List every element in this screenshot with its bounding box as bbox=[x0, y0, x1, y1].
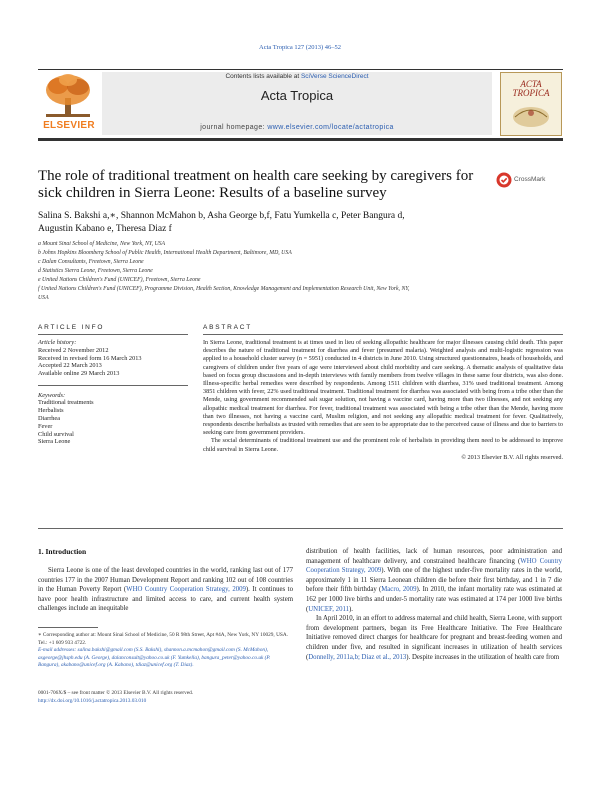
article-info bbox=[38, 339, 188, 446]
keywords-rule bbox=[38, 385, 188, 386]
footnote-rule bbox=[38, 627, 98, 628]
intro-paragraph bbox=[306, 547, 562, 614]
section-heading: 1. Introduction bbox=[38, 547, 87, 556]
journal-reference[interactable]: Acta Tropica 127 (2013) 46–52 bbox=[259, 44, 341, 51]
homepage-link[interactable]: www.elsevier.com/locate/actatropica bbox=[267, 124, 394, 131]
abstract-copyright: © 2013 Elsevier B.V. All rights reserved. bbox=[461, 453, 563, 461]
citation-link[interactable]: Macro, 2009 bbox=[381, 586, 417, 594]
intro-left-column bbox=[38, 566, 293, 614]
contents-prefix: Contents lists available at bbox=[225, 73, 301, 80]
publisher-name: ELSEVIER bbox=[43, 120, 95, 131]
contents-line bbox=[102, 73, 492, 80]
affiliation: a Mount Sinai School of Medicine, New York, NY, USA bbox=[38, 241, 166, 247]
citation-link[interactable]: WHO Country Cooperation Strategy, 2009 bbox=[306, 557, 562, 575]
crossmark-badge[interactable] bbox=[496, 172, 562, 188]
front-matter bbox=[38, 690, 293, 705]
affiliation: c Dalan Consultants, Freetown, Sierra Leone bbox=[38, 259, 144, 265]
intro-paragraph bbox=[306, 614, 562, 662]
affiliation: b Johns Hopkins Bloomberg School of Public Health, International Health Department, Baltimore, MD, USA bbox=[38, 250, 292, 256]
issn-line: 0001-706X/$ – see front matter © 2013 Elsevier B.V. All rights reserved. bbox=[38, 690, 194, 696]
intro-paragraph bbox=[38, 566, 293, 614]
article-info-heading: ARTICLE INFO bbox=[38, 324, 105, 331]
text-span: ). Despite increases in the utilization of health care from bbox=[406, 653, 560, 661]
author-line: Augustin Kabano e, Theresa Diaz f bbox=[38, 224, 172, 234]
affiliations bbox=[38, 240, 563, 303]
abstract-paragraph: The social determinants of traditional treatment use and the prominent role of herbalists in providing them need to be addressed to improve child survival in Sierra Leone. bbox=[203, 437, 563, 453]
keyword: Sierra Leone bbox=[38, 438, 71, 446]
article-info-rule bbox=[38, 334, 188, 335]
history-item: Received in revised form 16 March 2013 bbox=[38, 354, 142, 362]
abstract-paragraph: In Sierra Leone, traditional treatment is at times used in lieu of seeking allopathic healthcare for major illnesses causing child death. This paper describes the nature of traditional treatment for diarrhea and fever (presumed malaria). Weighted analysis and multi-logistic regression was applied to a household cluster survey (n = 5951) conducted in 4 districts in June 2010. Using structured questionnaires, heads of households, and caregivers of children under five years of age were interviewed about child morbidity and care seeking. A thematic analysis of qualitative data based on focus group discussions and in-depth interviews with family members from twelve villages in these same four districts, was also done. Illness-specific herbal remedies were described by respondents. Among 1511 children with diarrhea, 31% used traditional treatment. Among 3851 children with fever, 22% used traditional treatment. Traditional treatment for diarrhea was associated with being from a tribe other than the Mende, using government recommended salt sugar solution, not having a vaccine card, having more than two illnesses, and not seeking any allopathic medical treatment for diarrhea. For fever, traditional treatment was associated with being a tribe other than the Mende, having more than two illnesses, not having a vaccine card, Muslim religion, and not seeking any allopathic medical treatment for fever. Qualitatively, respondents describe herbalists as trusted with remedies that are seen to be appropriate due to the perceived cause of illness and due to barriers to seeking care from government providers. bbox=[203, 339, 563, 437]
abstract-bottom-rule bbox=[38, 528, 563, 529]
cover-title bbox=[500, 80, 562, 98]
author-line: Salina S. Bakshi a,∗, Shannon McMahon b, Asha George b,f, Fatu Yumkella c, Peter Bangura d, bbox=[38, 211, 405, 221]
keyword: Traditional treatments bbox=[38, 399, 94, 407]
cover-title-line2: TROPICA bbox=[512, 88, 550, 98]
corresponding-author-note: ∗ Corresponding author at: Mount Sinai School of Medicine, 50 R 98th Street, Apt #4A, New York, NY 10029, USA. Tel.: +1 609 933 4722. bbox=[38, 632, 288, 646]
header-bottom-rule bbox=[38, 138, 563, 141]
header-top-rule bbox=[38, 69, 563, 70]
abstract-heading: ABSTRACT bbox=[203, 324, 253, 331]
keyword: Child survival bbox=[38, 430, 74, 438]
text-span: ). In 2010, the infant mortality rate was estimated at 162 per 1000 live births and under-5 mortality rate was estimated at 174 per 1000 live births ( bbox=[306, 586, 562, 613]
affiliation: USA bbox=[38, 295, 49, 301]
keyword: Fever bbox=[38, 422, 53, 430]
text-span: In April 2010, in an effort to address maternal and child health, Sierra Leone, with support from development partners, began its Free Healthcare Initiative. The Free Healthcare Initiative removed direct charges for healthcare for pregnant and breast-feeding women and children under five, and resulted in significant increases in utilization of health services ( bbox=[306, 615, 562, 661]
crossmark-label: CrossMark bbox=[514, 176, 546, 183]
history-label: Article history: bbox=[38, 339, 77, 346]
citation-link[interactable]: Donnelly, 2011a,b; Diaz et al., 2013 bbox=[308, 653, 407, 661]
crossmark-icon bbox=[496, 172, 512, 188]
affiliation: e United Nations Children's Fund (UNICEF), Freetown, Sierra Leone bbox=[38, 277, 201, 283]
abstract-rule bbox=[203, 334, 563, 335]
doi-link[interactable]: http://dx.doi.org/10.1016/j.actatropica.2013.03.010 bbox=[38, 697, 147, 704]
text-span: ). bbox=[349, 605, 353, 613]
affiliation: d Statistics Sierra Leone, Freetown, Sierra Leone bbox=[38, 268, 153, 274]
keyword: Diarrhea bbox=[38, 414, 61, 422]
intro-right-column bbox=[306, 547, 562, 662]
footnotes bbox=[38, 632, 293, 670]
keywords-label: Keywords: bbox=[38, 391, 66, 399]
citation-link[interactable]: UNICEF, 2011 bbox=[308, 605, 350, 613]
keyword: Herbalists bbox=[38, 407, 64, 415]
cover-title-line1: ACTA bbox=[520, 79, 542, 89]
history-item: Accepted 22 March 2013 bbox=[38, 362, 102, 370]
affiliation: f United Nations Children's Fund (UNICEF), Programme Division, Health Section, Knowledge Management and Implementation Research Unit, New York, NY, bbox=[38, 286, 410, 292]
article-title: The role of traditional treatment on health care seeking by caregivers for sick children in Sierra Leone: Results of a baseline survey bbox=[38, 168, 474, 201]
sciencedirect-link[interactable]: SciVerse ScienceDirect bbox=[300, 73, 369, 80]
homepage-prefix: journal homepage: bbox=[200, 124, 268, 131]
text-span: ). It continues to have poor health infrastructure and limited access to care, and current health system challenges include an inequitable bbox=[38, 586, 293, 613]
author-list bbox=[38, 210, 558, 236]
journal-name: Acta Tropica bbox=[260, 88, 334, 103]
homepage-line bbox=[102, 124, 492, 131]
elsevier-tree-icon bbox=[38, 72, 98, 120]
history-item: Available online 29 March 2013 bbox=[38, 370, 120, 378]
citation-link[interactable]: WHO Country Cooperation Strategy, 2009 bbox=[126, 586, 246, 594]
email-addresses[interactable]: E-mail addresses: salina.bakshi@gmail.com (S.S. Bakshi), shannon.a.mcmahon@gmail.com (S. McMahon), asgeorge@jhsph.edu (A. George), dalanconsult@yahoo.co.uk (F. Yumkella), bangura_peter@yahoo.co.uk (P. Bangura), akabano@unicef.org (A. Kabano), tdiaz@unicef.org (T. Diaz). bbox=[38, 647, 271, 668]
text-span: distribution of health facilities, lack of human resources, poor administration and management of healthcare delivery, and constrained healthcare financing ( bbox=[306, 548, 562, 565]
history-item: Received 2 November 2012 bbox=[38, 346, 109, 354]
text-span: ). With one of the highest under-five mortality rates in the world, approximately 1 in 11 Sierra Leonean children die before their first birthday, and 1 in 7 die before their fifth birthday ( bbox=[306, 567, 563, 594]
text-span: Sierra Leone is one of the least developed countries in the world, ranking last out of 177 countries 177 in the 2007 Human Development Report and ranking 102 out of 108 countries in the Human Poverty Report ( bbox=[38, 567, 293, 594]
abstract-text bbox=[203, 339, 563, 462]
